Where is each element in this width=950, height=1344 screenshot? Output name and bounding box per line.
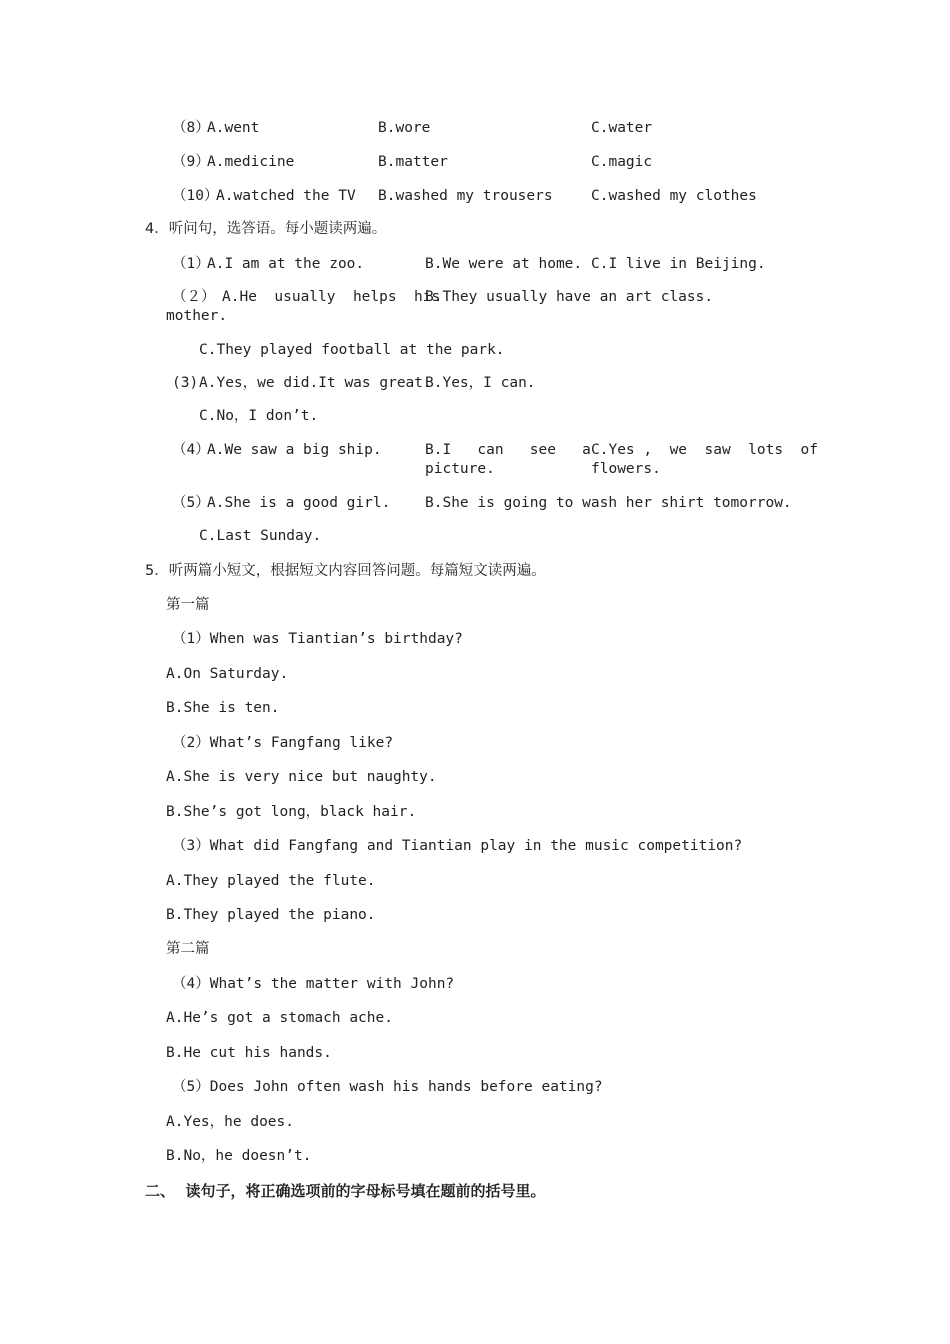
q4-item-5-option-b: B.She is going to wash her shirt tomorrow. (425, 495, 792, 511)
q3-item-9-option-a: A.medicine (207, 154, 295, 170)
q3-item-9-number: （9） (172, 154, 210, 170)
q4-item-2-number: （２） (172, 289, 216, 305)
q4-item-3-option-a: A.Yes，we did.It was great. (199, 375, 432, 391)
q3-item-8-option-c: C.water (591, 120, 653, 136)
q5-question-4-option-a: A.He’s got a stomach ache. (166, 1010, 393, 1026)
q4-item-2-option-c: C.They played football at the park. (199, 342, 505, 358)
q5-question-4: （4）What’s the matter with John? (172, 976, 455, 992)
q5-question-2: （2）What’s Fangfang like? (172, 735, 394, 751)
q5-question-3-option-b: B.They played the piano. (166, 907, 376, 923)
q3-item-10-number: （10） (172, 188, 219, 204)
q3-item-8-option-b: B.wore (378, 120, 431, 136)
q3-item-10-option-a: A.watched the TV (216, 188, 356, 204)
q4-item-2-option-b: B.They usually have an art class. (425, 289, 714, 305)
q3-item-8-number: （8） (172, 120, 210, 136)
q5-question-2-option-b: B.She’s got long，black hair. (166, 804, 417, 820)
q4-item-2-option-a-continued: mother. (166, 308, 228, 324)
q4-item-4-option-b: B.I can see a (425, 442, 591, 458)
q4-item-5-option-c: C.Last Sunday. (199, 528, 322, 544)
q5-question-5: （5）Does John often wash his hands before eating? (172, 1079, 603, 1095)
q5-question-1-option-b: B.She is ten. (166, 700, 280, 716)
q4-item-1-option-c: C.I live in Beijing. (591, 256, 766, 272)
q4-item-4-option-b-continued: picture. (425, 461, 495, 477)
q4-item-4-option-c: C.Yes , we saw lots of (591, 442, 818, 458)
q5-question-5-option-b: B.No，he doesn’t. (166, 1148, 312, 1164)
q5-heading: 5．听两篇小短文，根据短文内容回答问题。每篇短文读两遍。 (145, 563, 546, 579)
q4-item-1-option-b: B.We were at home. (425, 256, 583, 272)
q4-item-4-option-a: A.We saw a big ship. (207, 442, 382, 458)
q4-item-4-number: （4） (172, 442, 210, 458)
section-2-heading: 二、 读句子，将正确选项前的字母标号填在题前的括号里。 (145, 1182, 546, 1200)
q5-question-3: （3）What did Fangfang and Tiantian play in the music competition? (172, 838, 743, 854)
q3-item-10-option-c: C.washed my clothes (591, 188, 757, 204)
q5-passage-1-label: 第一篇 (166, 597, 210, 613)
q5-question-1: （1）When was Tiantian’s birthday? (172, 631, 463, 647)
q5-passage-2-label: 第二篇 (166, 941, 210, 957)
q4-item-5-option-a: A.She is a good girl. (207, 495, 391, 511)
q4-item-4-option-c-continued: flowers. (591, 461, 661, 477)
q5-question-1-option-a: A.On Saturday. (166, 666, 289, 682)
q4-item-1-option-a: A.I am at the zoo. (207, 256, 365, 272)
q4-item-3-number: (3) (172, 375, 199, 391)
q5-question-5-option-a: A.Yes，he does. (166, 1114, 294, 1130)
q4-item-3-option-b: B.Yes，I can. (425, 375, 536, 391)
q5-question-2-option-a: A.She is very nice but naughty. (166, 769, 437, 785)
q3-item-10-option-b: B.washed my trousers (378, 188, 553, 204)
q3-item-8-option-a: A.went (207, 120, 260, 136)
q5-question-3-option-a: A.They played the flute. (166, 873, 376, 889)
q4-item-3-option-c: C.No，I don’t. (199, 408, 319, 424)
q5-question-4-option-b: B.He cut his hands. (166, 1045, 332, 1061)
q4-item-2-option-a: A.He usually helps his (222, 289, 441, 305)
q4-item-1-number: （1） (172, 256, 210, 272)
q3-item-9-option-b: B.matter (378, 154, 448, 170)
q4-heading: 4．听问句，选答语。每小题读两遍。 (145, 221, 387, 237)
q3-item-9-option-c: C.magic (591, 154, 653, 170)
q4-item-5-number: （5） (172, 495, 210, 511)
